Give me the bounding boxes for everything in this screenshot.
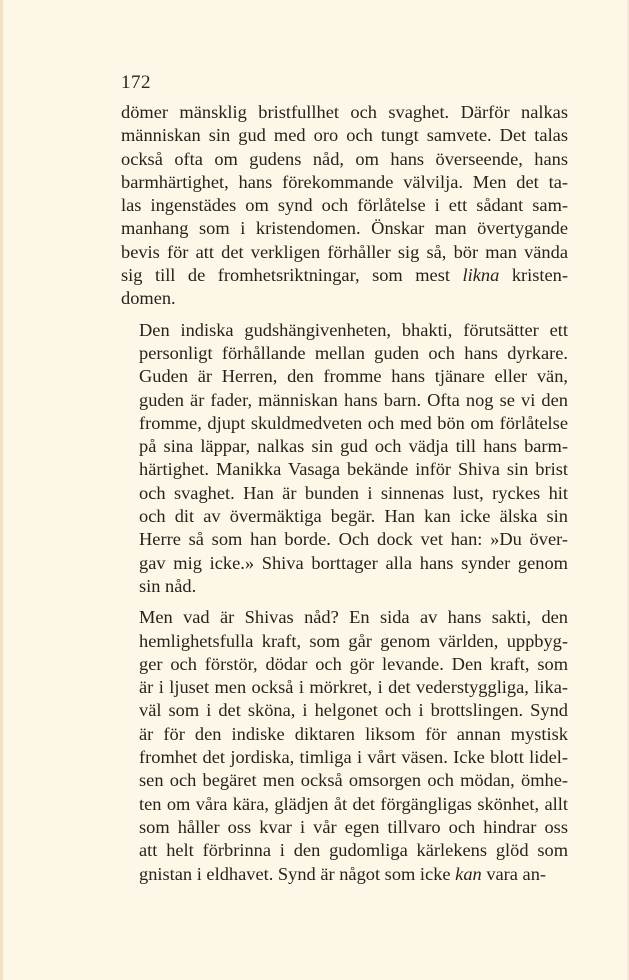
text-line (121, 171, 568, 194)
text-line (121, 124, 568, 147)
italic-text: kan (455, 863, 482, 884)
paragraph (121, 606, 568, 886)
text-line (121, 606, 568, 629)
text-line (121, 435, 568, 458)
text-line (121, 365, 568, 388)
text-line (121, 723, 568, 746)
text-line (121, 676, 568, 699)
text-line (121, 769, 568, 792)
text-segment: manhang som i kristendomen. Önskar man övertygande (121, 218, 568, 239)
text-segment: las ingenstädes om synd och förlåtelse i ett sådant sam- (121, 195, 568, 216)
text-segment: är i ljuset men också i mörkret, i det vederstyggliga, lika- (139, 677, 568, 698)
text-line (121, 458, 568, 481)
text-line (121, 746, 568, 769)
text-segment: ger och förstör, dödar och gör levande. Den kraft, som (139, 653, 568, 674)
paragraph (121, 319, 568, 599)
italic-text: likna (462, 265, 500, 286)
text-segment: kristen- (499, 265, 568, 286)
text-segment: som håller oss kvar i vår egen tillvaro och hindrar oss (139, 816, 568, 837)
text-segment: på sina läppar, nalkas sin gud och vädja till hans barm- (139, 436, 568, 457)
text-segment: Herre så som han borde. Och dock vet han: »Du över- (139, 529, 568, 550)
text-segment: också ofta om gudens nåd, om hans överseende, hans (121, 148, 568, 169)
text-segment: gnistan i eldhavet. Synd är något som icke (139, 863, 456, 884)
text-segment: härtighet. Manikka Vasaga bekände inför Shiva sin brist (139, 459, 568, 480)
text-segment: sin nåd. (139, 575, 197, 596)
text-line (121, 241, 568, 264)
text-segment: domen. (121, 288, 176, 309)
text-line (121, 505, 568, 528)
text-line (121, 148, 568, 171)
text-line (121, 699, 568, 722)
text-line (121, 389, 568, 412)
text-segment: Guden är Herren, den fromme hans tjänare eller vän, (139, 366, 568, 387)
text-line (121, 217, 568, 240)
text-line (121, 264, 568, 287)
text-segment: barmhärtighet, hans förekommande välvilja. Men det ta- (121, 171, 568, 192)
text-line (121, 342, 568, 365)
text-line (121, 793, 568, 816)
text-segment: och svaghet. Han är bunden i sinnenas lust, ryckes hit (139, 482, 568, 503)
page-number: 172 (121, 72, 151, 93)
text-segment: guden är fader, människan hans barn. Ofta nog se vi den (139, 389, 568, 410)
paragraph (121, 101, 568, 311)
text-line (121, 528, 568, 551)
text-line (121, 194, 568, 217)
text-line (121, 287, 568, 310)
text-line (121, 575, 568, 598)
text-segment: vara an- (481, 863, 547, 884)
text-segment: att helt förbrinna i den gudomliga kärlekens glöd som (139, 840, 568, 861)
text-segment: sen och begäret men också omsorgen och mödan, ömhe- (139, 770, 568, 791)
text-line (121, 816, 568, 839)
text-segment: personligt förhållande mellan guden och hans dyrkare. (139, 342, 568, 363)
text-line (121, 863, 568, 886)
text-segment: gav mig icke.» Shiva borttager alla hans synder genom (139, 552, 568, 573)
text-segment: Den indiska gudshängivenheten, bhakti, förutsätter ett (139, 319, 568, 340)
text-segment: väl som i det sköna, i helgonet och i brottslingen. Synd (139, 700, 568, 721)
text-line (121, 552, 568, 575)
text-segment: Men vad är Shivas nåd? En sida av hans sakti, den (139, 607, 568, 628)
text-segment: hemlighetsfulla kraft, som går genom världen, uppbyg- (139, 630, 568, 651)
text-line (121, 319, 568, 342)
text-segment: fromhet det jordiska, timliga i vårt väsen. Icke blott lidel- (139, 747, 568, 768)
text-line (121, 630, 568, 653)
text-line (121, 482, 568, 505)
text-segment: och dit av övermäktiga begär. Han kan icke älska sin (139, 506, 568, 527)
body-text (121, 101, 568, 894)
text-segment: sig till de fromhetsriktningar, som mest (121, 265, 463, 286)
text-segment: bevis för att det verkligen förhåller sig så, bör man vända (121, 241, 568, 262)
text-segment: ten om våra kära, glädjen åt det förgängligas skönhet, allt (139, 793, 568, 814)
text-segment: fromme, djupt skuldmedveten och med bön om förlåtelse (139, 412, 568, 433)
text-line (121, 653, 568, 676)
text-line (121, 101, 568, 124)
text-line (121, 412, 568, 435)
text-segment: människan sin gud med oro och tungt samvete. Det talas (121, 125, 568, 146)
text-segment: dömer mänsklig bristfullhet och svaghet. Därför nalkas (121, 102, 568, 122)
text-line (121, 839, 568, 862)
text-segment: är för den indiske diktaren liksom för annan mystisk (139, 723, 568, 744)
